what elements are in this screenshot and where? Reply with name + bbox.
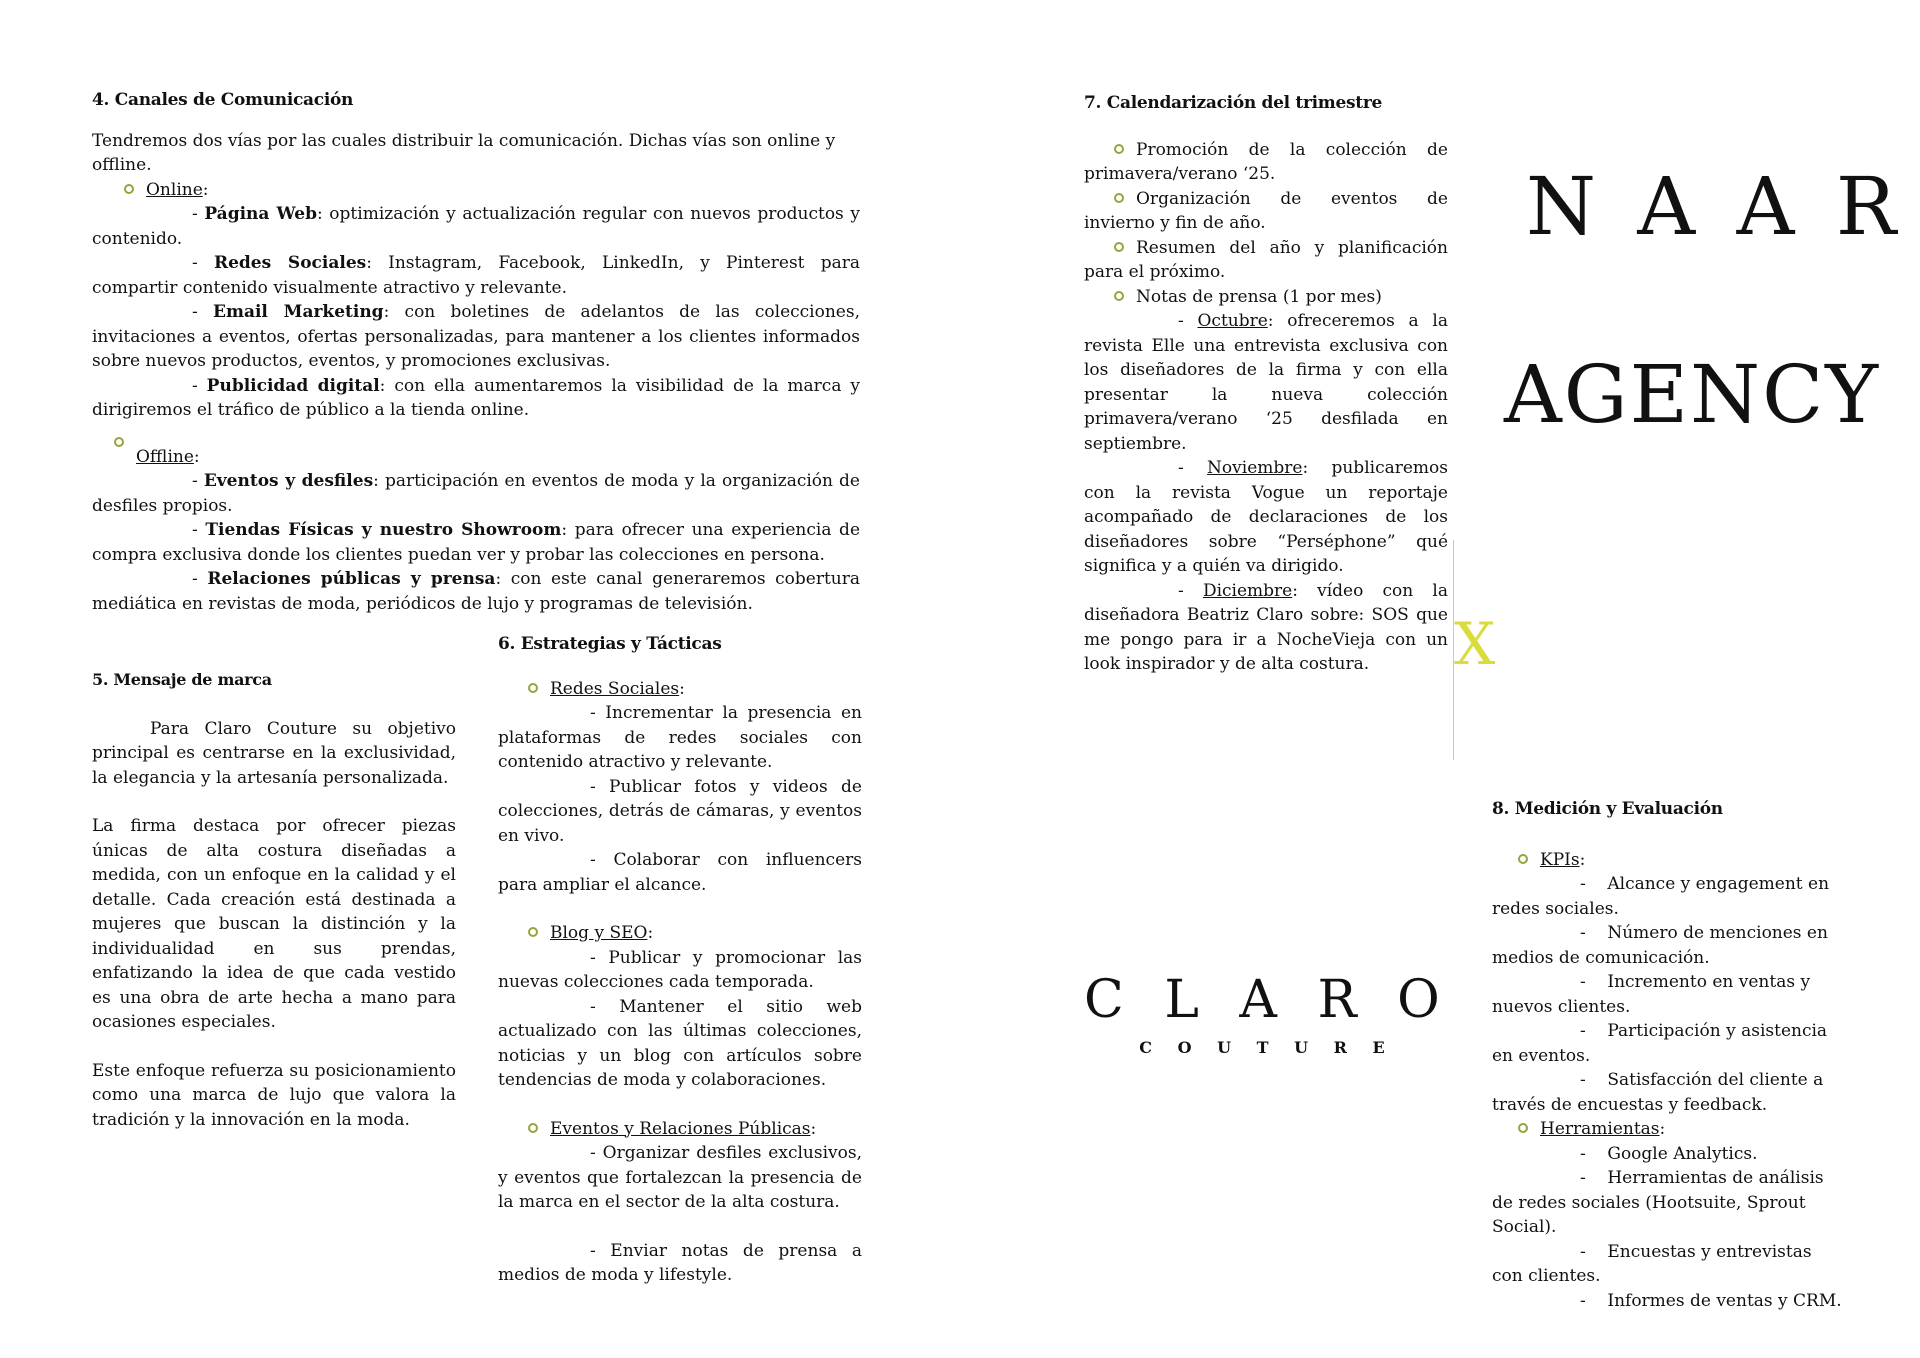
calendar-item-text: Organización de eventos de invierno y fin de año. — [1084, 188, 1448, 233]
measure-item — [1492, 970, 1844, 1019]
couture-logo: C O U T U R E — [1139, 1038, 1395, 1057]
kpi-label: KPIs — [1540, 849, 1580, 870]
section-6-title: 6. Estrategias y Tácticas — [498, 634, 722, 654]
section-4-title: 4. Canales de Comunicación — [92, 90, 354, 110]
online-list — [92, 202, 860, 423]
measure-text: Herramientas de análisis de redes sociales (Hootsuite, Sprout Social). — [1492, 1168, 1824, 1237]
measure-text: Google Analytics. — [1607, 1143, 1758, 1164]
press-month: Diciembre — [1202, 580, 1293, 601]
agency-logo: AGENCY — [1504, 348, 1881, 441]
dash: - — [192, 520, 206, 540]
bullet-icon — [1114, 242, 1124, 252]
channel-text: : con boletines de adelantos de las colecciones, invitaciones a eventos, ofertas personalizadas, para mantener a los clientes informados sobre nuevos productos, eventos, y promociones exclusivas. — [92, 302, 860, 371]
strategy-group-heading: Redes Sociales: — [498, 677, 862, 702]
bullet-icon — [1114, 291, 1124, 301]
strategy-item: - Colaborar con influencers para ampliar el alcance. — [498, 850, 862, 895]
calendar-item — [1084, 138, 1448, 187]
channel-text: : Instagram, Facebook, LinkedIn, y Pinterest para compartir contenido visualmente atractivo y relevante. — [92, 253, 860, 298]
brand-message-p1: Para Claro Couture su objetivo principal es centrarse en la exclusividad, la elegancia y la artesanía personalizada. — [92, 718, 456, 788]
channel-item — [92, 518, 860, 567]
bullet-icon — [1114, 193, 1124, 203]
channel-text: : optimización y actualización regular con nuevos productos y contenido. — [92, 204, 860, 249]
channel-item — [92, 251, 860, 300]
channel-term: Redes Sociales — [213, 253, 367, 273]
dash: - — [192, 204, 205, 224]
calendar-item-text: Promoción de la colección de primavera/verano ‘25. — [1084, 139, 1448, 184]
strategy-group-heading: Blog y SEO: — [498, 921, 862, 946]
dash: - — [1580, 1021, 1608, 1041]
dash: - — [1580, 1290, 1608, 1311]
channel-term: Tiendas Físicas y nuestro Showroom — [205, 520, 562, 540]
dash: - — [192, 471, 204, 491]
online-label: Online — [146, 179, 203, 200]
dash: - — [1178, 458, 1208, 478]
kpi-list — [1492, 872, 1844, 1117]
channel-text: : participación en eventos de moda y la organización de desfiles propios. — [92, 471, 860, 516]
channel-item — [92, 469, 860, 518]
section-8-title: 8. Medición y Evaluación — [1492, 799, 1723, 819]
calendar-item-text: Notas de prensa (1 por mes) — [1136, 286, 1382, 307]
bullet-icon — [1518, 1123, 1528, 1133]
section-4 — [92, 88, 860, 616]
measure-item — [1492, 1166, 1844, 1240]
dash: - — [1580, 1168, 1608, 1188]
measure-item — [1492, 1019, 1844, 1068]
measure-item — [1492, 1142, 1844, 1167]
strategy-item: - Incrementar la presencia en plataformas de redes sociales con contenido atractivo y relevante. — [498, 703, 862, 772]
calendar-item — [1084, 236, 1448, 285]
offline-list — [92, 469, 860, 616]
measure-item — [1492, 872, 1844, 921]
dash: - — [1580, 923, 1608, 943]
strategy-group-label: Eventos y Relaciones Públicas — [550, 1118, 811, 1139]
press-months — [1084, 309, 1448, 677]
dash: - — [192, 302, 213, 322]
strategy-group-label: Redes Sociales — [550, 678, 680, 699]
dash: - — [1580, 1143, 1608, 1164]
press-month: Octubre — [1197, 311, 1268, 331]
channel-text: : para ofrecer una experiencia de compra exclusiva donde los clientes puedan ver y probar las colecciones en persona. — [92, 520, 861, 565]
press-month-text: : ofreceremos a la revista Elle una entrevista exclusiva con los diseñadores de la firma y con ella presentar la nueva colección primavera/verano ‘25 desfilada en septiembre. — [1084, 311, 1448, 454]
bullet-icon — [114, 437, 124, 447]
accent-x: X — [1454, 610, 1496, 678]
measure-text: Alcance y engagement en redes sociales. — [1492, 874, 1830, 919]
strategy-item: - Publicar y promocionar las nuevas colecciones cada temporada. — [498, 947, 862, 992]
strategy-item: - Enviar notas de prensa a medios de moda y lifestyle. — [498, 1240, 862, 1285]
dash: - — [1178, 580, 1203, 601]
section-8 — [1492, 797, 1844, 1313]
channel-term: Página Web — [204, 204, 317, 224]
channel-term: Relaciones públicas y prensa — [207, 569, 496, 589]
strategy-item: - Organizar desfiles exclusivos, y eventos que fortalezcan la presencia de la marca en el sector de la alta costura. — [498, 1143, 862, 1212]
section-4-intro: Tendremos dos vías por las cuales distribuir la comunicación. Dichas vías son online y offline. — [92, 130, 836, 175]
bullet-icon — [528, 683, 538, 693]
dash: - — [1580, 972, 1608, 992]
section-7-title: 7. Calendarización del trimestre — [1084, 93, 1383, 113]
measure-item — [1492, 921, 1844, 970]
measure-text: Incremento en ventas y nuevos clientes. — [1492, 972, 1811, 1017]
press-month-item — [1084, 579, 1448, 677]
press-month-text: : vídeo con la diseñadora Beatriz Claro sobre: SOS que me pongo para ir a NocheVieja con un look inspirador y de alta costura. — [1084, 580, 1448, 674]
channel-item — [92, 300, 860, 374]
measure-text: Número de menciones en medios de comunicación. — [1492, 923, 1828, 968]
bullet-icon — [1518, 854, 1528, 864]
channel-item — [92, 374, 860, 423]
measure-text: Informes de ventas y CRM. — [1607, 1290, 1842, 1311]
tools-list — [1492, 1142, 1844, 1314]
dash: - — [192, 253, 214, 273]
dash: - — [192, 569, 208, 589]
measure-item — [1492, 1289, 1844, 1314]
dash: - — [1580, 1070, 1608, 1090]
strategy-group-label: Blog y SEO — [550, 923, 648, 943]
dash: - — [1178, 311, 1198, 331]
channel-term: Email Marketing — [213, 302, 384, 322]
strategy-item: - Publicar fotos y videos de colecciones, detrás de cámaras, y eventos en vivo. — [498, 776, 862, 846]
offline-heading: Offline: — [92, 445, 860, 470]
press-month-text: : publicaremos con la revista Vogue un reportaje acompañado de declaraciones de los diseñadores sobre “Perséphone” qué significa y a quién va dirigido. — [1084, 458, 1448, 576]
kpi-heading: KPIs: — [1492, 848, 1844, 873]
channel-term: Publicidad digital — [206, 375, 380, 396]
tools-label: Herramientas — [1540, 1119, 1660, 1139]
section-7 — [1084, 91, 1448, 677]
press-month: Noviembre — [1207, 458, 1303, 478]
calendar-item-text: Resumen del año y planificación para el próximo. — [1084, 237, 1448, 282]
online-heading: Online: — [92, 178, 860, 203]
measure-item — [1492, 1068, 1844, 1117]
bullet-icon — [1114, 144, 1124, 154]
press-month-item — [1084, 309, 1448, 456]
dash: - — [1580, 874, 1608, 894]
channel-text: : con ella aumentaremos la visibilidad de la marca y dirigiremos el tráfico de público a la tienda online. — [92, 375, 860, 420]
channel-item — [92, 202, 860, 251]
brand-message-p2: La firma destaca por ofrecer piezas únicas de alta costura diseñadas a medida, con un enfoque en la calidad y el detalle. Cada creación está destinada a mujeres que buscan la distinción y la individualidad en sus prendas, enfatizando la idea de que cada vestido es una obra de arte hecha a mano para ocasiones especiales. — [92, 816, 456, 1032]
bullet-icon — [124, 184, 134, 194]
dash: - — [192, 375, 207, 396]
strategy-groups — [498, 677, 862, 1288]
calendar-bullets — [1084, 138, 1448, 310]
brand-message-p3: Este enfoque refuerza su posicionamiento como una marca de lujo que valora la tradición y la innovación en la moda. — [92, 1060, 456, 1130]
channel-term: Eventos y desfiles — [203, 471, 374, 491]
measure-item — [1492, 1240, 1844, 1289]
section-6 — [498, 632, 862, 1288]
naar-logo: N A A R — [1526, 160, 1905, 253]
measure-text: Satisfacción del cliente a través de encuestas y feedback. — [1492, 1070, 1824, 1115]
calendar-item — [1084, 285, 1448, 310]
tools-heading: Herramientas: — [1492, 1117, 1844, 1142]
bullet-icon — [528, 1123, 538, 1133]
press-month-item — [1084, 456, 1448, 579]
dash: - — [1580, 1241, 1608, 1262]
offline-label: Offline — [136, 446, 194, 467]
measure-text: Encuestas y entrevistas con clientes. — [1492, 1241, 1812, 1286]
calendar-item — [1084, 187, 1448, 236]
channel-item — [92, 567, 860, 616]
bullet-icon — [528, 927, 538, 937]
claro-logo: C L A R O — [1084, 970, 1452, 1030]
strategy-item: - Mantener el sitio web actualizado con las últimas colecciones, noticias y un blog con artículos sobre tendencias de moda y colaboraciones. — [498, 996, 862, 1090]
strategy-group-heading: Eventos y Relaciones Públicas: — [498, 1117, 862, 1142]
channel-text: : con este canal generaremos cobertura mediática en revistas de moda, periódicos de lujo y programas de televisión. — [92, 569, 861, 614]
measure-text: Participación y asistencia en eventos. — [1492, 1021, 1828, 1066]
section-5 — [92, 668, 456, 1132]
section-5-title: 5. Mensaje de marca — [92, 670, 272, 689]
